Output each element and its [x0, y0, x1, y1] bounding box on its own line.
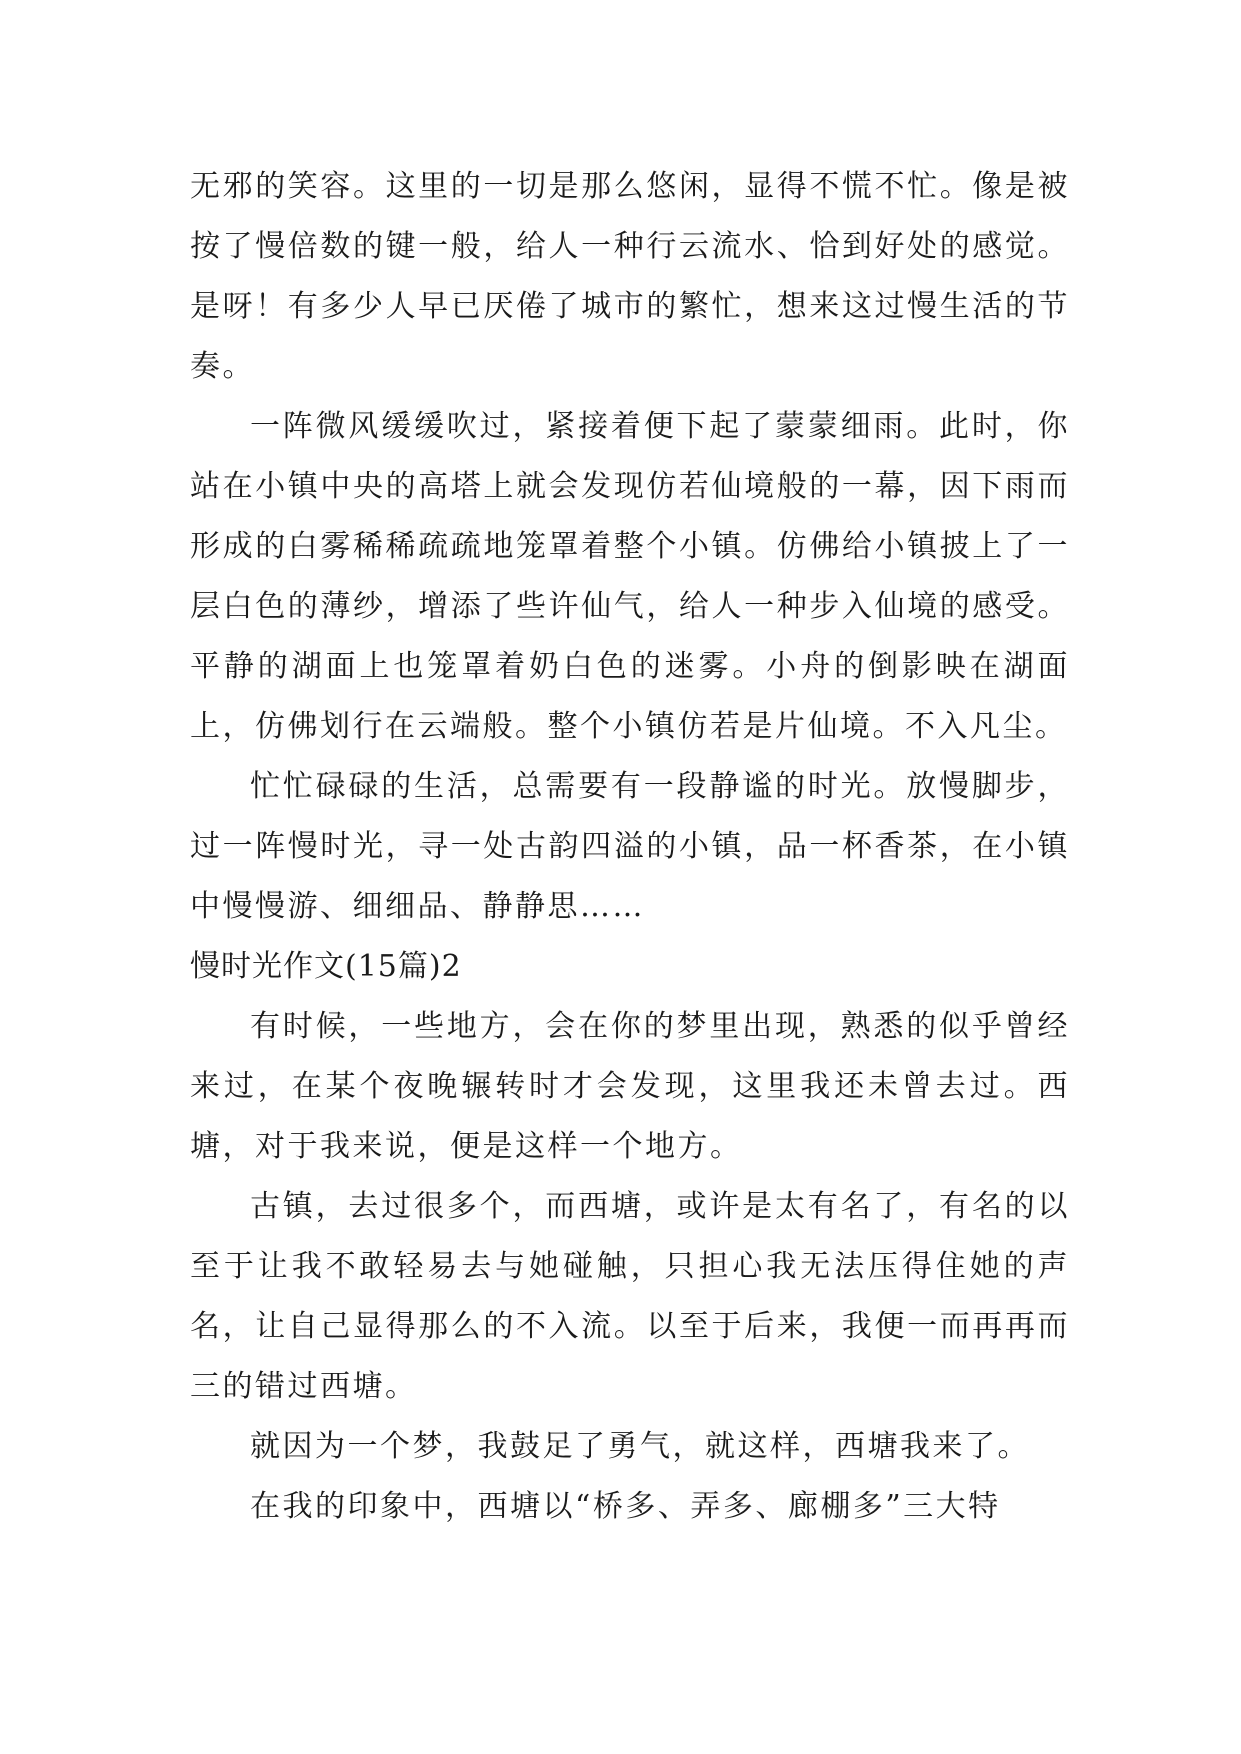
paragraph-5: 古镇，去过很多个，而西塘，或许是太有名了，有名的以至于让我不敢轻易去与她碰触，只担心我无法压得住她的声名，让自己显得那么的不入流。以至于后来，我便一而再再而三的错过西塘。 — [190, 1189, 1070, 1404]
section-heading: 慢时光作文(15篇)2 — [190, 949, 462, 984]
paragraph-3: 忙忙碌碌的生活，总需要有一段静谧的时光。放慢脚步，过一阵慢时光，寻一处古韵四溢的小镇，品一杯香茶，在小镇中慢慢游、细细品、静静思…… — [190, 769, 1070, 924]
paragraph-1: 无邪的笑容。这里的一切是那么悠闲，显得不慌不忙。像是被按了慢倍数的键一般，给人一种行云流水、恰到好处的感觉。是呀！有多少人早已厌倦了城市的繁忙，想来这过慢生活的节奏。 — [190, 169, 1070, 384]
paragraph-4: 有时候，一些地方，会在你的梦里出现，熟悉的似乎曾经来过，在某个夜晚辗转时才会发现，这里我还未曾去过。西塘，对于我来说，便是这样一个地方。 — [190, 1009, 1070, 1164]
document-body — [190, 157, 1070, 1537]
paragraph-2: 一阵微风缓缓吹过，紧接着便下起了蒙蒙细雨。此时，你站在小镇中央的高塔上就会发现仿若仙境般的一幕，因下雨而形成的白雾稀稀疏疏地笼罩着整个小镇。仿佛给小镇披上了一层白色的薄纱，增添了些许仙气，给人一种步入仙境的感受。平静的湖面上也笼罩着奶白色的迷雾。小舟的倒影映在湖面上，仿佛划行在云端般。整个小镇仿若是片仙境。不入凡尘。 — [190, 409, 1070, 744]
paragraph-7: 在我的印象中，西塘以“桥多、弄多、廊棚多”三大特 — [250, 1489, 1001, 1524]
paragraph-6: 就因为一个梦，我鼓足了勇气，就这样，西塘我来了。 — [250, 1429, 1030, 1464]
